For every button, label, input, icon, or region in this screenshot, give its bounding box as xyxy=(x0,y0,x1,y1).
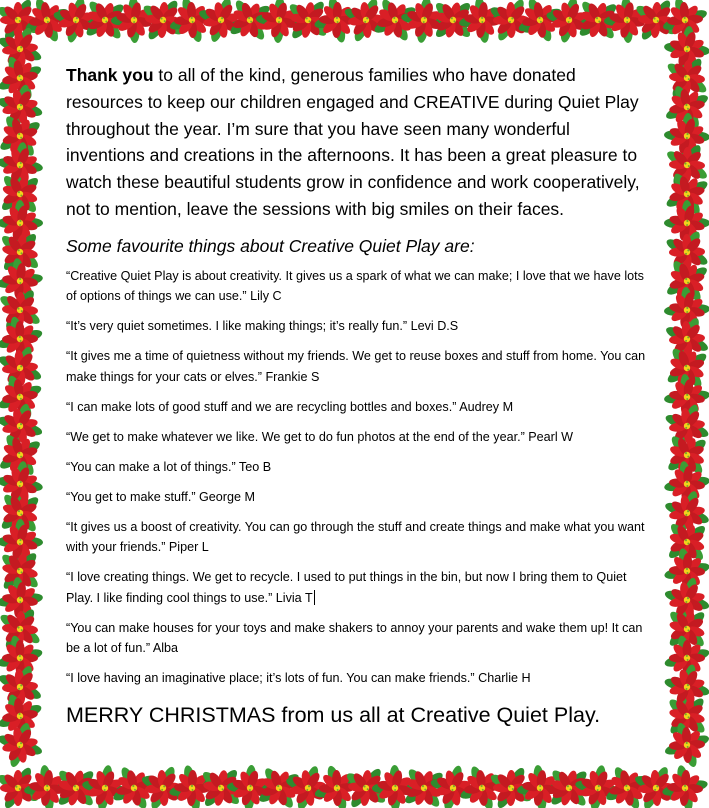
quote-item: “Creative Quiet Play is about creativity. It gives us a spark of what we can make; I love that we have lots of options of things we can use.” Lily C xyxy=(66,268,644,304)
quote-item: “You get to make stuff.” George M xyxy=(66,489,256,504)
quote-item: “It gives us a boost of creativity. You can go through the stuff and create things and make what you want with your friends.” Piper L xyxy=(66,519,645,555)
text-cursor xyxy=(314,590,315,605)
intro-paragraph xyxy=(66,62,651,223)
quote-item: “I can make lots of good stuff and we are recycling bottles and boxes.” Audrey M xyxy=(66,399,514,414)
quote-item-with-cursor[interactable] xyxy=(66,567,651,608)
quote-text: “I love creating things. We get to recycle. I used to put things in the bin, but now I bring them to Quiet Play. I like finding cool things to use.” Livia T xyxy=(66,570,627,605)
quote-item: “We get to make whatever we like. We get to do fun photos at the end of the year.” Pearl W xyxy=(66,429,574,444)
intro-text: to all of the kind, generous families who have donated resources to keep our children engaged and CREATIVE during Quiet Play throughout the year. I’m sure that you have seen many wonderful inventions and creations in the afternoons. It has been a great pleasure to watch these beautiful students grow in confidence and work cooperatively, not to mention, leave the sessions with big smiles on their faces. xyxy=(66,65,640,219)
quote-item: “I love having an imaginative place; it’s lots of fun. You can make friends.” Charlie H xyxy=(66,671,531,686)
closing-message: MERRY CHRISTMAS from us all at Creative Quiet Play. xyxy=(66,702,601,727)
quote-item: “You can make a lot of things.” Teo B xyxy=(66,459,272,474)
quote-item: “It gives me a time of quietness without my friends. We get to reuse boxes and stuff from home. You can make things for your cats or elves.” Frankie S xyxy=(66,349,646,384)
quote-item: “It’s very quiet sometimes. I like making things; it’s really fun.” Levi D.S xyxy=(66,319,459,334)
quote-list xyxy=(66,266,651,689)
quote-item: “You can make houses for your toys and make shakers to annoy your parents and wake them up! It can be a lot of fun.” Alba xyxy=(66,620,643,656)
letter-body xyxy=(66,62,651,729)
thank-you-lead: Thank you xyxy=(66,65,154,85)
favourites-heading: Some favourite things about Creative Quiet Play are: xyxy=(66,235,475,256)
